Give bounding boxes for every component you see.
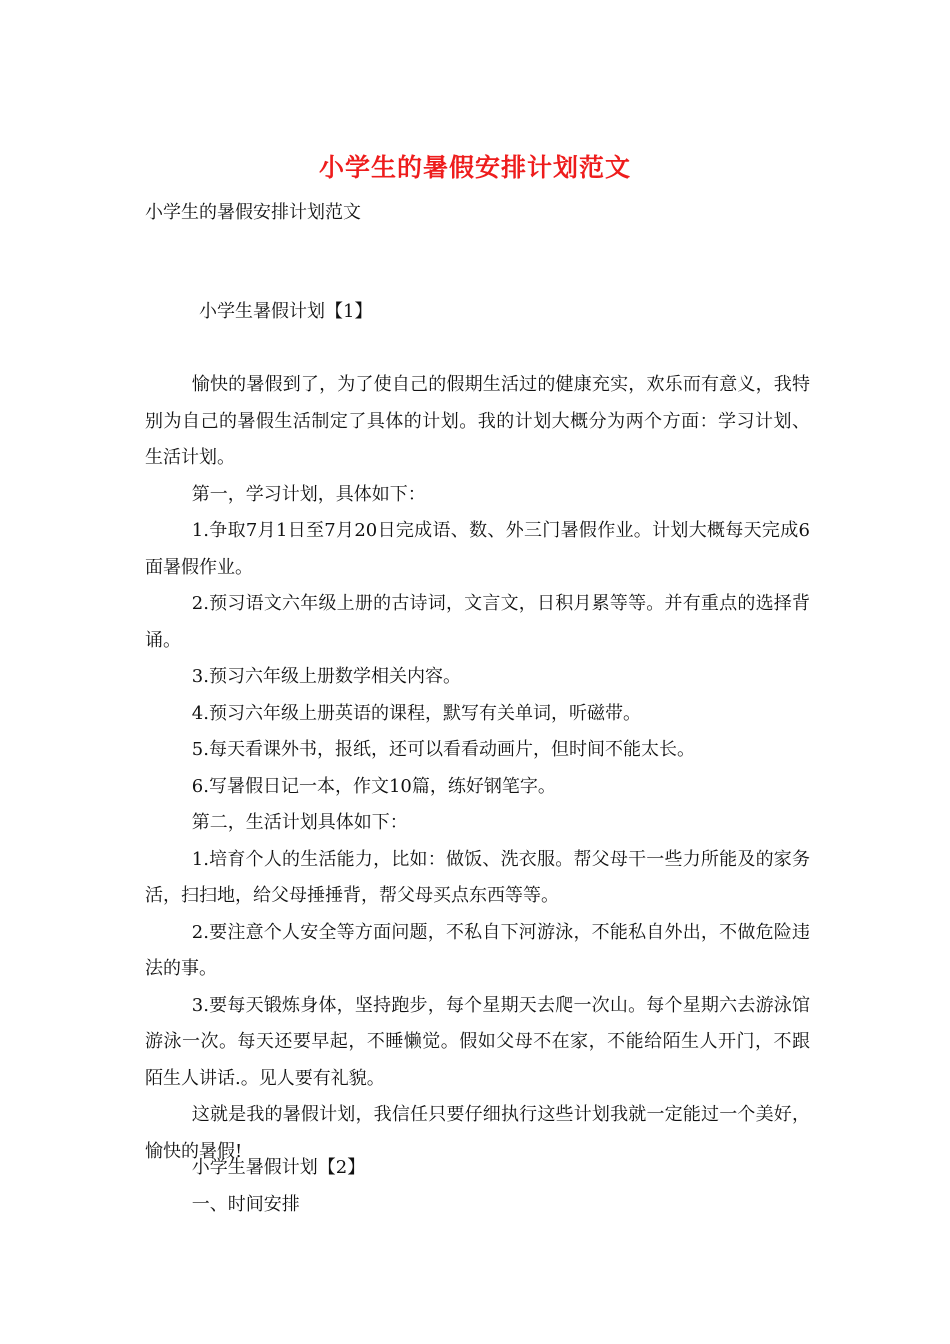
paragraph: 1.争取7月1日至7月20日完成语、数、外三门暑假作业。计划大概每天完成6面暑假作业。 [145, 520, 810, 578]
section-2-item: 一、时间安排 [191, 1193, 300, 1215]
paragraph: 2.预习语文六年级上册的古诗词，文言文，日积月累等等。并有重点的选择背诵。 [145, 593, 810, 651]
document-title: 小学生的暑假安排计划范文 [318, 153, 631, 182]
section-heading-1: 小学生暑假计划【1】 [199, 301, 373, 322]
paragraph: 4.预习六年级上册英语的课程，默写有关单词，听磁带。 [191, 702, 641, 724]
paragraph: 第二，生活计划具体如下： [191, 812, 408, 833]
section-heading-2: 小学生暑假计划【2】 [191, 1157, 366, 1178]
paragraph: 5.每天看课外书，报纸，还可以看看动画片，但时间不能太长。 [191, 739, 695, 760]
paragraph: 2.要注意个人安全等方面问题，不私自下河游泳，不能私自外出，不做危险违法的事。 [145, 921, 810, 979]
paragraph: 1.培育个人的生活能力，比如：做饭、洗衣服。帮父母干一些力所能及的家务活，扫扫地，给父母捶捶背，帮父母买点东西等等。 [145, 848, 810, 906]
paragraph: 3.要每天锻炼身体，坚持跑步，每个星期天去爬一次山。每个星期六去游泳馆游泳一次。每天还要早起，不睡懒觉。假如父母不在家，不能给陌生人开门，不跟陌生人讲话.。见人要有礼貌。 [145, 994, 810, 1089]
paragraph: 愉快的暑假到了，为了使自己的假期生活过的健康充实，欢乐而有意义，我特别为自己的暑假生活制定了具体的计划。我的计划大概分为两个方面：学习计划、生活计划。 [145, 374, 810, 468]
document-subtitle: 小学生的暑假安排计划范文 [145, 202, 361, 223]
paragraph: 6.写暑假日记一本，作文10篇，练好钢笔字。 [191, 775, 556, 797]
body-text [145, 367, 810, 1170]
section-2 [145, 1150, 810, 1223]
paragraph: 这就是我的暑假计划，我信任只要仔细执行这些计划我就一定能过一个美好，愉快的暑假! [145, 1104, 810, 1162]
paragraph: 第一，学习计划，具体如下： [191, 483, 426, 505]
paragraph: 3.预习六年级上册数学相关内容。 [191, 666, 461, 687]
